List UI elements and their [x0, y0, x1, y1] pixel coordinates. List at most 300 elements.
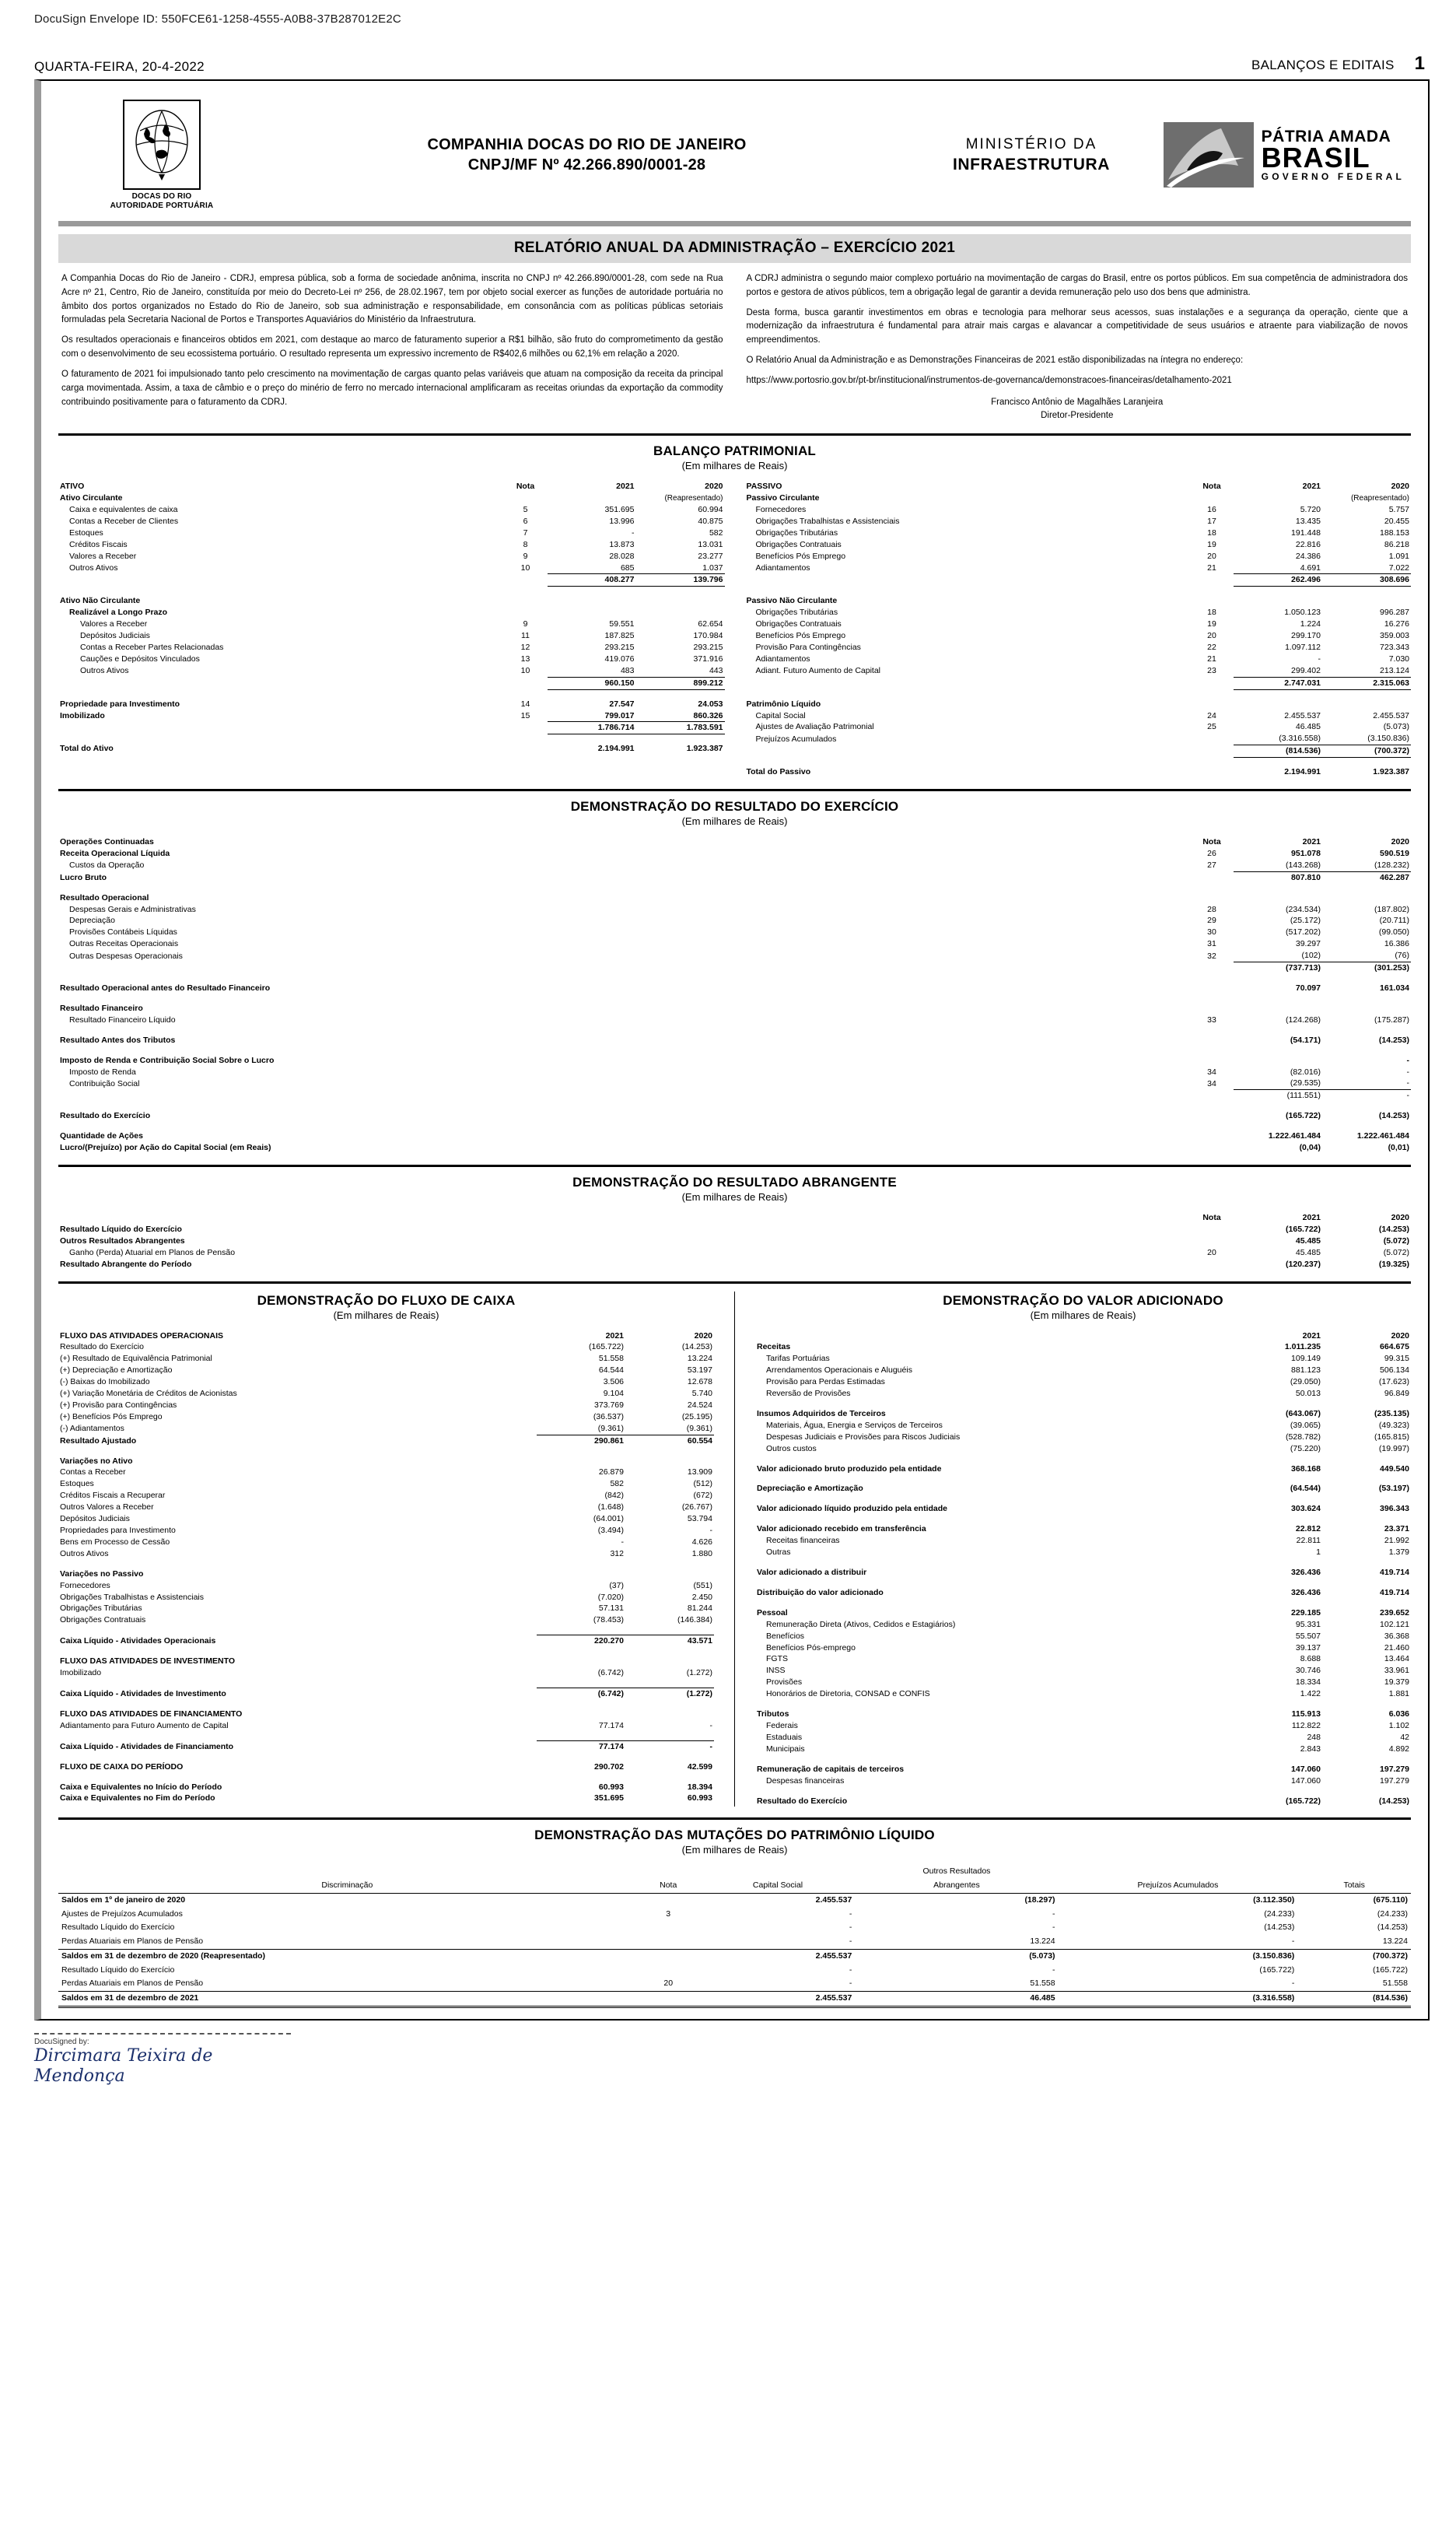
row-label: Arrendamentos Operacionais e Aluguéis: [766, 1365, 912, 1376]
row-value-2020: 1.881: [1388, 1689, 1409, 1699]
row-label: Adiant. Futuro Aumento de Capital: [755, 666, 881, 676]
table-row: [58, 539, 725, 551]
spacer: [755, 1400, 1234, 1408]
row-label: Operações Continuadas: [60, 837, 154, 847]
row-note: 28: [1207, 904, 1216, 914]
table-row: [745, 492, 1412, 504]
row-note: Nota: [516, 482, 535, 492]
row-value-2020: 1.037: [702, 563, 723, 573]
table-row: [58, 1490, 714, 1502]
row-note: [504, 743, 548, 755]
row-value-2020: [1322, 595, 1411, 607]
row-value-2021: (25.172): [1290, 916, 1321, 926]
row-label: Receita Operacional Líquida: [60, 848, 170, 858]
row-label: Valor adicionado a distribuir: [757, 1568, 867, 1577]
row-value-2021: 95.331: [1295, 1619, 1321, 1629]
dmpl-nota: [636, 1964, 701, 1978]
table-row: [58, 884, 1411, 892]
row-note: Nota: [1202, 1212, 1221, 1222]
publication-date: QUARTA-FEIRA, 20-4-2022: [34, 59, 205, 74]
spacer: [537, 1447, 625, 1456]
row-value-2020: 1.880: [691, 1548, 712, 1558]
dmpl-capital-social: -: [849, 1964, 852, 1975]
row-note: Nota: [1202, 837, 1221, 847]
row-value-2021: (842): [604, 1491, 624, 1501]
table-row: [58, 1224, 1411, 1235]
row-value-2021: [1234, 892, 1322, 904]
table-row: [755, 1400, 1411, 1408]
row-value-2020: (76): [1395, 951, 1409, 961]
spacer: [755, 1755, 1234, 1764]
table-row: [58, 1478, 714, 1490]
row-label: Federais: [766, 1720, 798, 1730]
row-label: Despesas financeiras: [766, 1775, 845, 1786]
balanco-subtitle: (Em milhares de Reais): [681, 460, 788, 472]
row-label: [745, 574, 1191, 587]
row-label: Adiantamentos: [755, 654, 810, 664]
spacer: [1190, 884, 1234, 892]
row-value-2021: 112.822: [1291, 1720, 1321, 1730]
table-row: [58, 689, 725, 699]
row-label: Despesas Gerais e Administrativas: [69, 904, 196, 914]
row-label: Caixa e Equivalentes no Início do Período: [60, 1782, 222, 1792]
row-value-2021: 368.168: [1291, 1463, 1321, 1474]
report-url[interactable]: https://www.portosrio.gov.br/pt-br/institucional/instrumentos-de-governanca/demonstracoes-financeiras/detalhamento-2021: [746, 375, 1232, 385]
row-value-2021: 30.746: [1295, 1666, 1321, 1676]
spacer: [548, 734, 636, 744]
spacer: [1322, 884, 1411, 892]
table-row: [58, 527, 725, 539]
dmpl-nota: [636, 1992, 701, 2007]
table-row: [745, 710, 1412, 722]
row-value-2021: (36.537): [593, 1411, 624, 1421]
spacer: [58, 587, 504, 596]
row-note: 18: [1207, 527, 1216, 538]
table-row: [58, 1376, 714, 1388]
row-value-2020: 4.626: [691, 1537, 712, 1547]
table-row: [58, 1456, 714, 1467]
row-value-2020: (3.150.836): [1367, 734, 1409, 744]
spacer: [58, 974, 1190, 983]
row-value-2021: 22.811: [1296, 1536, 1321, 1546]
spacer: [1322, 1515, 1411, 1523]
dmpl-discriminacao: Ajustes de Prejuízos Acumulados: [61, 1908, 183, 1919]
row-value-2020: 33.961: [1384, 1666, 1409, 1676]
table-row: [58, 654, 725, 665]
row-note: [1190, 1110, 1234, 1122]
row-value-2021: [1234, 595, 1322, 607]
row-value-2020: -: [709, 1720, 712, 1730]
dmpl-prejuizos-acumulados: (14.253): [1264, 1922, 1295, 1933]
brasil-line1: PÁTRIA AMADA: [1261, 128, 1391, 146]
row-note: 24: [1207, 710, 1216, 720]
row-value-2020: 2020: [1391, 837, 1409, 847]
table-row: [755, 1330, 1411, 1342]
governo-federal-logo: [1148, 122, 1405, 188]
dmpl-prejuizos-acumulados: -: [1291, 1978, 1295, 1989]
table-row: [755, 1474, 1411, 1483]
row-label: [58, 962, 1190, 974]
dmpl-totais: 13.224: [1382, 1936, 1408, 1947]
table-row: [58, 1110, 1411, 1122]
spacer: [1322, 1400, 1411, 1408]
dfc-dva-panels: [58, 1292, 1411, 1807]
row-label: [745, 745, 1191, 758]
dre-title: DEMONSTRAÇÃO DO RESULTADO DO EXERCÍCIO: [570, 799, 899, 815]
table-row: [745, 551, 1412, 563]
row-value-2021: 685: [620, 563, 635, 573]
row-value-2020: (25.195): [681, 1411, 712, 1421]
row-label: Benefícios Pós Emprego: [755, 551, 846, 561]
row-value-2021: (165.722): [1286, 1796, 1321, 1806]
row-value-2021: 57.131: [598, 1603, 624, 1614]
row-value-2020: (128.232): [1374, 860, 1409, 870]
table-row: [755, 1535, 1411, 1547]
row-value-2021: 5.720: [1300, 505, 1321, 514]
table-row: [58, 1548, 714, 1560]
row-note: [1190, 871, 1234, 883]
row-value-2020: (14.253): [1378, 1035, 1409, 1045]
table-row: [755, 1579, 1411, 1587]
row-note: [504, 574, 548, 587]
row-value-2021: (120.237): [1286, 1259, 1321, 1269]
section-divider-dmpl: [58, 1817, 1411, 1820]
table-row: [755, 1744, 1411, 1755]
table-row: [58, 860, 1411, 871]
row-label: FLUXO DAS ATIVIDADES DE INVESTIMENTO: [60, 1656, 235, 1667]
table-row: [755, 1796, 1411, 1807]
row-value-2020: (165.815): [1374, 1432, 1409, 1442]
row-value-2021: (64.544): [1290, 1484, 1321, 1494]
row-value-2021: 2021: [605, 1330, 624, 1341]
dmpl-outros-abrangentes: -: [1052, 1922, 1055, 1933]
table-row: [745, 699, 1412, 710]
dmpl-capital-social: -: [849, 1978, 852, 1989]
row-value-2020: 462.287: [1322, 871, 1411, 883]
dra-table: [58, 1212, 1411, 1271]
row-label: Créditos Fiscais a Recuperar: [60, 1491, 166, 1501]
row-note: 19: [1207, 539, 1216, 549]
row-value-2021: 51.558: [598, 1354, 624, 1364]
dmpl-outros-abrangentes: 13.224: [1030, 1936, 1055, 1947]
spacer: [1234, 1474, 1322, 1483]
spacer: [1190, 758, 1234, 767]
table-row: [58, 1656, 714, 1667]
intro-paragraph: Os resultados operacionais e financeiros obtidos em 2021, com destaque ao marco de faturamento superior a R$1 bilhão, são fruto do comprometimento da gestão com o desenvolvimento de seu ecossistema portuário. O resultado representa um expressivo incremento de R$402,6 milhões ou 62,1% em relação a 2020.: [61, 335, 723, 359]
spacer: [1234, 884, 1322, 892]
row-value-2021: 1.050.123: [1284, 608, 1321, 618]
row-label: Valor adicionado bruto produzido pela entidade: [757, 1463, 942, 1474]
dmpl-nota: 3: [666, 1908, 671, 1919]
row-note: 18: [1207, 608, 1216, 618]
row-value-2020: 81.244: [687, 1603, 712, 1614]
row-note: 23: [1207, 666, 1216, 676]
passivo-table: [745, 481, 1412, 778]
table-row: [58, 938, 1411, 950]
row-value-2021: (7.020): [597, 1592, 624, 1602]
row-label: Caixa Líquido - Atividades de Financiamento: [60, 1741, 234, 1751]
row-value-2020: 62.654: [698, 619, 723, 629]
spacer: [755, 1474, 1234, 1483]
row-label: Créditos Fiscais: [69, 539, 128, 549]
row-value-2021: 351.695: [594, 1793, 624, 1803]
table-row: [755, 1495, 1411, 1503]
dmpl-header-row: [58, 1879, 1411, 1893]
row-value-2021: (0,04): [1299, 1143, 1321, 1153]
row-value-2021: 2021: [1302, 1330, 1321, 1341]
row-label: Outros Ativos: [80, 666, 129, 676]
row-note: [504, 607, 548, 619]
dmpl-col-discriminacao: Discriminação: [58, 1879, 636, 1893]
row-value-2020: 293.215: [693, 642, 723, 652]
row-value-2020: (14.253): [681, 1342, 712, 1352]
row-value-2020: -: [1406, 1067, 1409, 1077]
table-row: [745, 766, 1412, 778]
spacer: [1234, 1558, 1322, 1567]
row-value-2021: 1.222.461.484: [1268, 1131, 1321, 1141]
dmpl-outros-abrangentes: -: [1052, 1964, 1055, 1975]
row-label: Insumos Adquiridos de Terceiros: [757, 1408, 886, 1418]
dmpl-outros-abrangentes: (5.073): [855, 1949, 1058, 1963]
table-row: [755, 1688, 1411, 1700]
row-value-2021: [548, 607, 636, 619]
section-divider-dre: [58, 789, 1411, 791]
table-row: [58, 1949, 1411, 1963]
table-row: [58, 1212, 1411, 1224]
row-note: [1190, 1259, 1234, 1271]
dmpl-totais: (700.372): [1297, 1949, 1411, 1963]
row-value-2021: 1: [1316, 1547, 1321, 1558]
spacer: [58, 1700, 537, 1709]
row-value-2021: 299.170: [1291, 631, 1321, 641]
row-value-2021: 960.150: [548, 677, 636, 689]
spacer: [1234, 1046, 1322, 1055]
dfc-table: [58, 1330, 714, 1805]
row-value-2020: (672): [693, 1491, 712, 1501]
row-value-2021: [537, 1456, 625, 1467]
dmpl-discriminacao: Resultado Líquido do Exercício: [61, 1922, 175, 1933]
table-row: [58, 743, 725, 755]
row-label: Caixa e equivalentes de caixa: [69, 505, 178, 514]
row-label: Resultado Antes dos Tributos: [60, 1035, 176, 1045]
table-row: [58, 1635, 714, 1647]
row-label: Passivo Não Circulante: [746, 596, 838, 606]
row-value-2021: (643.067): [1286, 1408, 1321, 1418]
row-value-2021: (1.648): [597, 1502, 624, 1512]
row-value-2020: 40.875: [698, 516, 723, 526]
row-value-2021: 147.060: [1291, 1775, 1321, 1786]
row-label: Adiantamentos: [755, 563, 810, 573]
row-note: [504, 492, 548, 504]
table-row: [58, 1026, 1411, 1035]
dmpl-capital-social: -: [849, 1908, 852, 1919]
row-value-2020: (14.253): [1378, 1796, 1409, 1806]
logo-caption-line2: AUTORIDADE PORTUÁRIA: [110, 201, 214, 210]
row-value-2021: (124.268): [1286, 1015, 1321, 1025]
row-note: 15: [520, 711, 530, 720]
table-row: [58, 734, 725, 744]
row-value-2020: 139.796: [636, 574, 725, 587]
table-row: [755, 1388, 1411, 1400]
row-value-2020: 21.992: [1384, 1536, 1409, 1546]
row-note: [1190, 1235, 1234, 1247]
ativo-table: [58, 481, 725, 755]
spacer: [755, 1579, 1234, 1587]
row-value-2021: 582: [610, 1479, 624, 1489]
table-row: [58, 1568, 714, 1580]
row-note: [504, 677, 548, 689]
table-row: [58, 1330, 714, 1342]
table-row: [745, 574, 1412, 587]
row-label: Pessoal: [757, 1607, 788, 1617]
row-value-2021: (78.453): [593, 1615, 624, 1625]
row-label: Prejuízos Acumulados: [755, 734, 837, 744]
spacer: [1234, 1579, 1322, 1587]
row-value-2020: 2.315.063: [1322, 677, 1411, 689]
table-row: [58, 1122, 1411, 1130]
row-value-2020: 36.368: [1384, 1631, 1409, 1641]
row-label: Estoques: [60, 1479, 94, 1489]
table-row: [58, 1626, 714, 1635]
row-value-2020: 419.714: [1380, 1587, 1409, 1597]
row-label: Resultado do Exercício: [60, 1111, 151, 1121]
row-value-2021: 24.386: [1295, 551, 1321, 561]
spacer: [1234, 1495, 1322, 1503]
table-row: [755, 1599, 1411, 1607]
table-row: [58, 1709, 714, 1720]
row-value-2021: 9.104: [603, 1389, 624, 1399]
row-note: 21: [1207, 654, 1216, 664]
row-value-2021: 483: [620, 665, 635, 675]
row-value-2020: (14.253): [1378, 1224, 1409, 1234]
row-label: PASSIVO: [746, 482, 782, 492]
table-row: [755, 1463, 1411, 1475]
table-row: [745, 689, 1412, 699]
row-value-2020: 13.031: [698, 539, 723, 549]
table-row: [58, 1977, 1411, 1991]
row-note: Nota: [1202, 482, 1221, 492]
spacer: [58, 1560, 537, 1568]
row-value-2021: 8.688: [1300, 1654, 1321, 1664]
dmpl-nota: 20: [663, 1978, 674, 1989]
row-value-2020: 590.519: [1380, 848, 1409, 858]
row-value-2020: 60.993: [687, 1793, 712, 1803]
table-row: [755, 1764, 1411, 1775]
row-value-2021: (6.742): [597, 1668, 624, 1678]
brasil-wordmark: [1262, 128, 1405, 180]
row-label: Adiantamento para Futuro Aumento de Capital: [60, 1720, 229, 1730]
dra-title: DEMONSTRAÇÃO DO RESULTADO ABRANGENTE: [572, 1174, 897, 1190]
spacer: [1234, 1599, 1322, 1607]
table-row: [755, 1547, 1411, 1558]
spacer: [1322, 1046, 1411, 1055]
row-value-2021: (165.722): [1286, 1224, 1321, 1234]
company-cnpj: CNPJ/MF Nº 42.266.890/0001-28: [467, 156, 706, 173]
dmpl-totais: (814.536): [1297, 1992, 1411, 2007]
row-value-2021: 220.270: [537, 1635, 625, 1647]
row-value-2020: 1.379: [1388, 1547, 1409, 1558]
table-row: [58, 587, 725, 596]
table-row: [755, 1631, 1411, 1642]
row-value-2021: [537, 1568, 625, 1580]
table-row: [58, 1667, 714, 1679]
row-value-2021: 2021: [1302, 837, 1321, 847]
table-row: [58, 974, 1411, 983]
spacer: [537, 1679, 625, 1688]
row-value-2020: 102.121: [1380, 1619, 1409, 1629]
spacer: [1322, 1102, 1411, 1110]
row-value-2020: 53.794: [687, 1514, 712, 1524]
row-value-2021: (6.742): [537, 1688, 625, 1699]
table-row: [755, 1432, 1411, 1443]
dmpl-discriminacao: Saldos em 31 de dezembro de 2020 (Reapresentado): [58, 1949, 636, 1963]
dmpl-capital-social: -: [849, 1936, 852, 1947]
table-row: [58, 1773, 714, 1782]
table-row: [745, 630, 1412, 642]
intro-right-column: [747, 272, 1409, 422]
row-value-2020: (187.802): [1374, 904, 1409, 914]
row-value-2020: 1.091: [1388, 551, 1409, 561]
dre-subtitle: (Em milhares de Reais): [681, 815, 788, 828]
row-value-2020: 449.540: [1380, 1463, 1409, 1474]
table-row: [58, 1537, 714, 1548]
row-note: [1190, 699, 1234, 710]
row-value-2021: (3.316.558): [1279, 734, 1321, 744]
row-value-2021: 1.011.235: [1284, 1342, 1321, 1352]
row-label: Outros custos: [766, 1443, 817, 1453]
row-label: Quantidade de Ações: [60, 1131, 143, 1141]
row-note: 12: [520, 642, 530, 652]
row-value-2021: 39.137: [1295, 1642, 1321, 1653]
row-value-2020: [636, 595, 725, 607]
table-row: [745, 733, 1412, 745]
row-label: Resultado do Exercício: [60, 1342, 144, 1352]
row-value-2021: 881.123: [1291, 1365, 1321, 1376]
balanco-passivo: [745, 481, 1412, 778]
row-value-2021: 39.297: [1295, 939, 1321, 949]
row-label: Materiais, Água, Energia e Serviços de Terceiros: [766, 1420, 943, 1430]
row-value-2020: (14.253): [1378, 1111, 1409, 1121]
spacer: [636, 587, 725, 596]
spacer: [1322, 1700, 1411, 1709]
row-value-2021: 2021: [1302, 1212, 1321, 1222]
table-row: [755, 1353, 1411, 1365]
dmpl-outros-abrangentes: 46.485: [855, 1992, 1058, 2007]
row-value-2020: 12.678: [687, 1377, 712, 1387]
cdrj-logo-caption: [110, 192, 214, 210]
dmpl-prejuizos-acumulados: -: [1291, 1936, 1295, 1947]
dva-title: DEMONSTRAÇÃO DO VALOR ADICIONADO: [943, 1292, 1223, 1308]
brasil-line2: BRASIL: [1261, 142, 1370, 174]
row-label: Depreciação: [69, 916, 115, 926]
spacer: [755, 1700, 1234, 1709]
dmpl-title: DEMONSTRAÇÃO DAS MUTAÇÕES DO PATRIMÔNIO LÍQUIDO: [534, 1828, 935, 1843]
table-row: [58, 504, 725, 516]
row-label: Total do Passivo: [746, 767, 811, 777]
spacer: [1190, 1102, 1234, 1110]
dre-table: [58, 836, 1411, 1154]
spacer: [1234, 1455, 1322, 1463]
row-note: 33: [1207, 1015, 1216, 1025]
dmpl-prejuizos-acumulados: (3.150.836): [1059, 1949, 1298, 1963]
row-label: Provisão para Perdas Estimadas: [766, 1377, 885, 1387]
spacer: [1322, 1558, 1411, 1567]
row-value-2021: [1234, 1003, 1322, 1015]
row-value-2020: 99.315: [1384, 1354, 1409, 1364]
row-value-2021: 262.496: [1234, 574, 1322, 587]
table-row: [58, 1467, 714, 1478]
row-label: (+) Depreciação e Amortização: [60, 1365, 173, 1376]
